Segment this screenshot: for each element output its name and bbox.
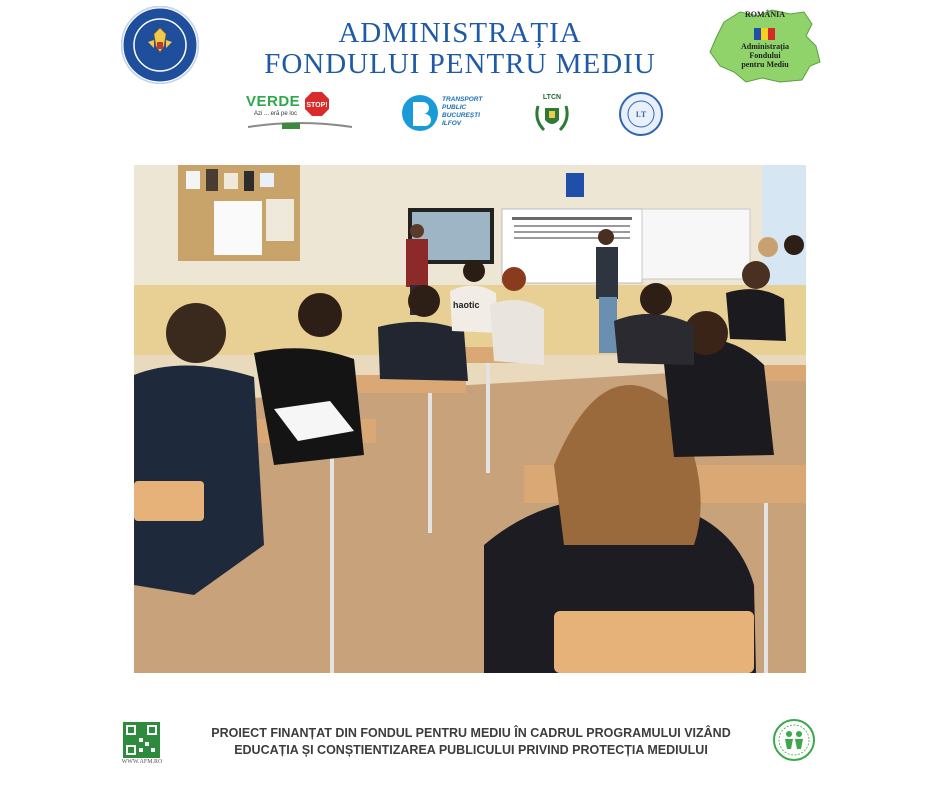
qr-url: WWW.AFM.RO bbox=[121, 759, 163, 765]
footer-line-1: PROIECT FINANȚAT DIN FONDUL PENTRU MEDIU ÎN CADRUL PROGRAMULUI VIZÂND bbox=[211, 726, 731, 740]
footer-line-2: EDUCAȚIA ȘI CONȘTIENTIZAREA PUBLICULUI PRIVIND PROTECȚIA MEDIULUI bbox=[234, 743, 708, 757]
tpbi-logo bbox=[400, 93, 495, 135]
road-icon bbox=[244, 117, 356, 133]
stop-sign-icon bbox=[304, 91, 330, 117]
qr-code bbox=[123, 722, 160, 758]
map-logo-line-4: pentru Mediu bbox=[741, 60, 789, 69]
map-logo-line-2: Administrația bbox=[741, 42, 789, 51]
qr-code-icon bbox=[123, 722, 160, 758]
seal-ring-icon bbox=[121, 6, 199, 84]
svg-text:I.T: I.T bbox=[635, 110, 647, 119]
ltcn-crest-icon bbox=[534, 102, 570, 134]
verde-stop-logo bbox=[244, 91, 356, 135]
tpbi-text bbox=[442, 96, 502, 128]
school-seal-logo bbox=[619, 92, 663, 136]
title-line-1: ADMINISTRAȚIA bbox=[338, 17, 582, 49]
tpbi-line-4: ILFOV bbox=[442, 120, 462, 127]
verde-slogan: Azi ... eră pe loc bbox=[254, 111, 298, 117]
map-logo-country: ROMÂNIA bbox=[745, 10, 785, 19]
eco-program-logo bbox=[773, 719, 815, 761]
tpbi-line-1: TRANSPORT bbox=[442, 96, 483, 103]
classroom-photo bbox=[134, 165, 806, 673]
map-logo-line-3: Fondului bbox=[749, 51, 781, 60]
school-seal-icon bbox=[621, 94, 661, 134]
hoodie-text: haotic bbox=[453, 300, 480, 310]
title-line-2: FONDULUI PENTRU MEDIU bbox=[264, 48, 656, 80]
tpbi-line-2: PUBLIC bbox=[442, 104, 467, 111]
tpbi-line-3: BUCUREȘTI bbox=[442, 112, 480, 119]
ltcn-label: LTCN bbox=[542, 94, 562, 101]
government-seal-logo bbox=[121, 6, 199, 84]
footer-project-text bbox=[186, 725, 756, 759]
page-title bbox=[225, 18, 695, 80]
ltcn-logo bbox=[530, 94, 574, 136]
tpbi-emblem-icon bbox=[400, 93, 440, 133]
eco-people-icon bbox=[775, 721, 813, 759]
classroom-photo-icon bbox=[134, 165, 806, 673]
verde-stop-text: STOP! bbox=[306, 102, 328, 109]
verde-word: VERDE bbox=[246, 93, 301, 110]
afm-romania-map-logo bbox=[706, 6, 824, 88]
